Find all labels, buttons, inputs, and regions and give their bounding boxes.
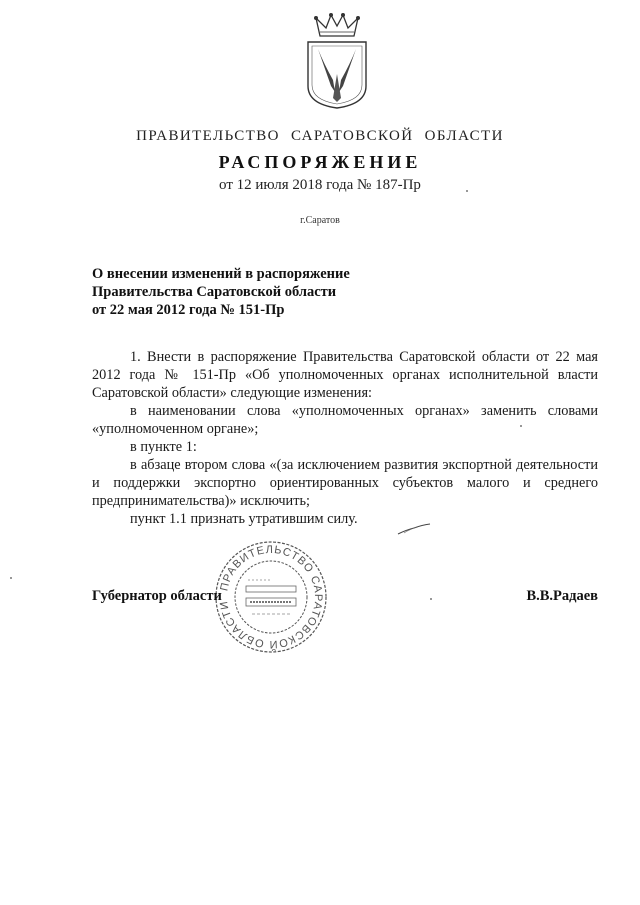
- subject-line: Правительства Саратовской области: [92, 284, 337, 300]
- document-date-number: от 12 июля 2018 года № 187-Пр: [219, 177, 421, 193]
- handwritten-signature-icon: [396, 522, 432, 536]
- scan-speck: [466, 190, 468, 192]
- scan-speck: [430, 598, 432, 600]
- seal-ring-text: ПРАВИТЕЛЬСТВО САРАТОВСКОЙ ОБЛАСТИ: [218, 543, 325, 651]
- document-type-title: РАСПОРЯЖЕНИЕ: [218, 152, 422, 172]
- body-paragraph: пункт 1.1 признать утратившим силу.: [130, 511, 358, 527]
- scan-speck: [520, 425, 522, 427]
- signatory-name: В.В.Радаев: [526, 588, 598, 604]
- signatory-title: Губернатор области: [92, 588, 222, 604]
- organization-name: ПРАВИТЕЛЬСТВО САРАТОВСКОЙ ОБЛАСТИ: [136, 128, 504, 144]
- document-city: г.Саратов: [300, 215, 340, 226]
- body-paragraph: в наименовании слова «уполномоченных органах» заменить словами «уполномоченном органе»;: [92, 403, 598, 437]
- body-paragraph: 1. Внести в распоряжение Правительства Саратовской области от 22 мая 2012 года № 151-Пр «Об уполномоченных органах исполнительной власти Саратовской области» следующие изменения:: [92, 349, 598, 401]
- document-subject: [92, 265, 412, 319]
- subject-line: от 22 мая 2012 года № 151-Пр: [92, 302, 285, 318]
- scan-speck: [10, 577, 12, 579]
- subject-line: О внесении изменений в распоряжение: [92, 266, 350, 282]
- body-paragraph: в пункте 1:: [130, 439, 197, 455]
- body-paragraph: в абзаце втором слова «(за исключением развития экспортной деятельности и поддержки экспортно ориентированных субъектов малого и среднего предпринимательства)» исключить;: [92, 457, 598, 509]
- coat-of-arms-icon: [302, 12, 372, 110]
- document-body: [92, 348, 598, 528]
- signature-block: [92, 588, 598, 610]
